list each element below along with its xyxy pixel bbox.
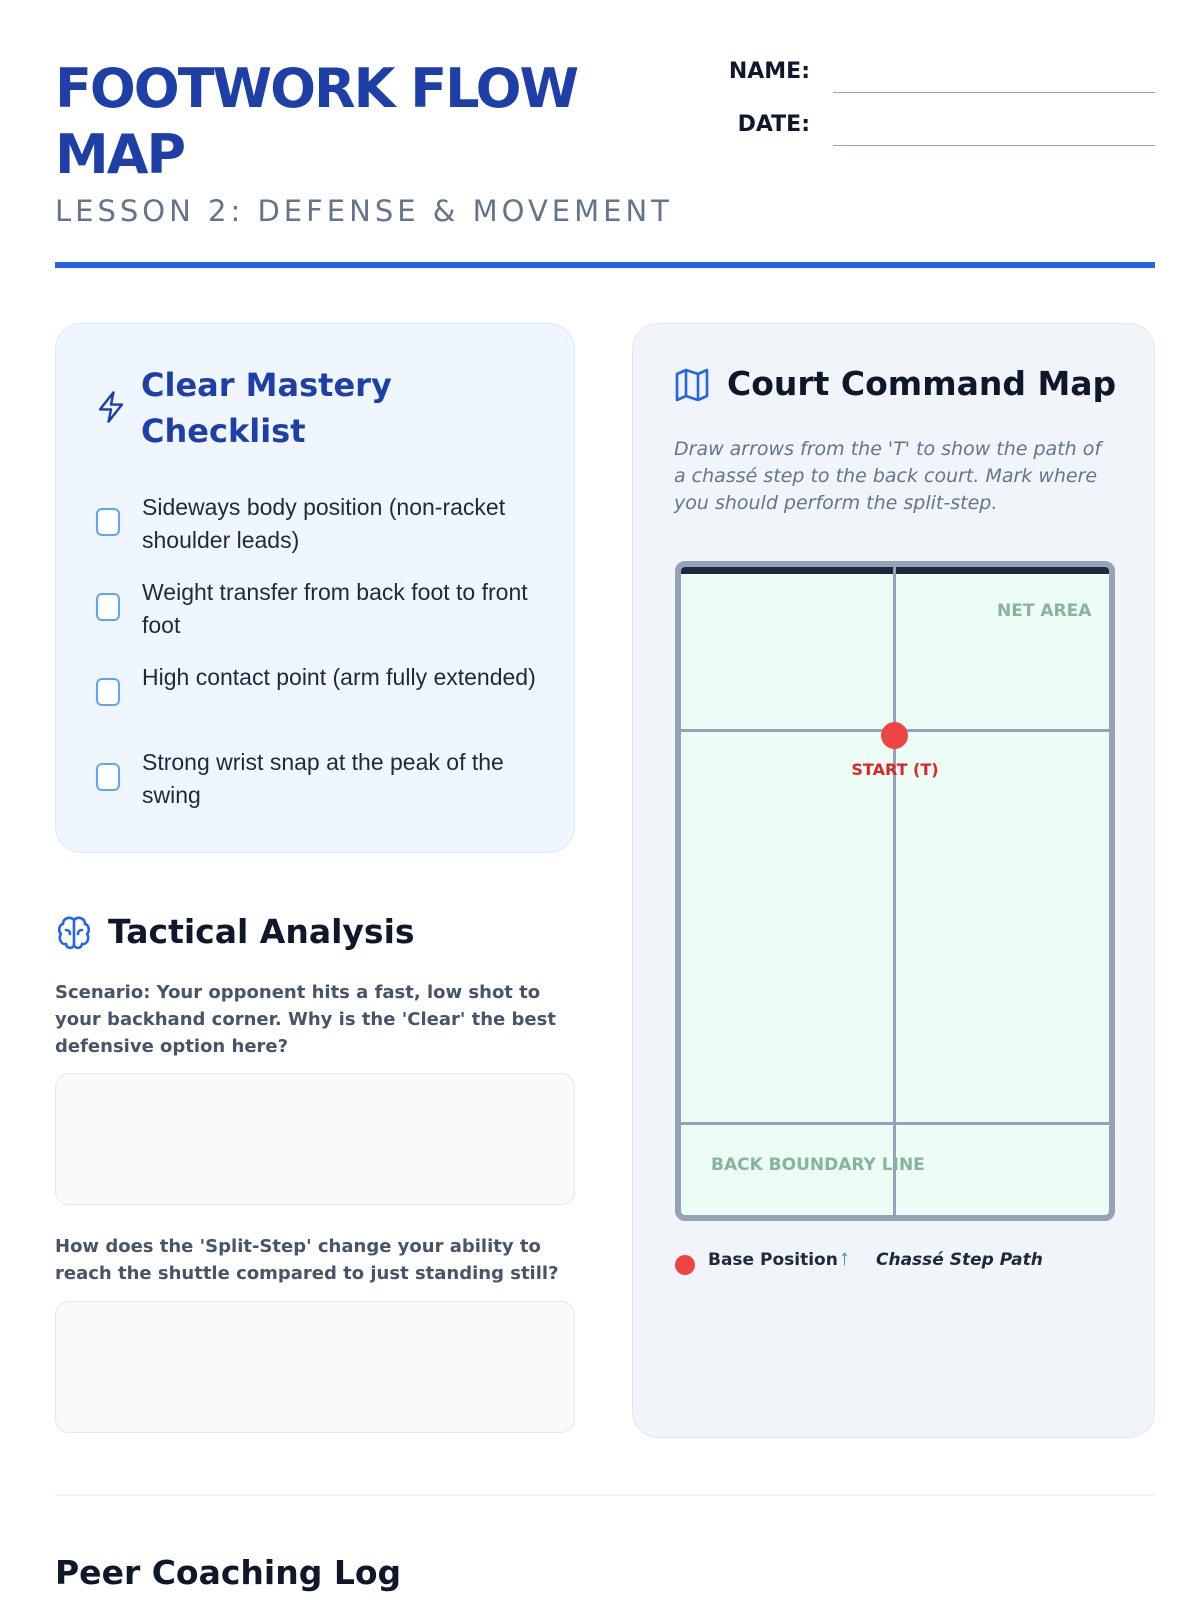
header-divider xyxy=(55,262,1155,268)
arrow-up-icon: ↑ xyxy=(839,1245,850,1270)
peer-log-title: Peer Coaching Log xyxy=(55,1553,402,1592)
question-2: How does the 'Split-Step' change your ability to reach the shuttle compared to just standing still? xyxy=(55,1236,559,1284)
map-icon xyxy=(674,368,710,407)
checklist-item-label: High contact point (arm fully extended) xyxy=(142,664,536,690)
net-area-label: NET AREA xyxy=(997,601,1092,621)
question-1: Scenario: Your opponent hits a fast, low shot to your backhand corner. Why is the 'Clear' the best defensive option here? xyxy=(55,982,556,1057)
checklist-item-label: Strong wrist snap at the peak of the swing xyxy=(142,749,504,808)
section-divider xyxy=(55,1494,1155,1496)
answer-box-1[interactable] xyxy=(55,1073,575,1205)
checklist-item xyxy=(96,661,556,731)
checkbox[interactable] xyxy=(96,593,120,621)
court-diagram[interactable] xyxy=(675,561,1115,1221)
name-label: NAME: xyxy=(728,59,810,84)
checklist-card xyxy=(55,323,575,853)
back-service-line xyxy=(681,1122,1109,1125)
checklist-item xyxy=(96,746,556,816)
lightning-icon xyxy=(96,390,126,429)
checkbox[interactable] xyxy=(96,678,120,706)
checklist-item-label: Weight transfer from back foot to front foot xyxy=(142,579,528,638)
court-map-instructions: Draw arrows from the 'T' to show the path of a chassé step to the back court. Mark where you should perform the split-step. xyxy=(674,438,1102,514)
page-title: FOOTWORK FLOW MAP xyxy=(55,57,578,186)
date-label: DATE: xyxy=(737,112,810,137)
start-marker xyxy=(881,722,908,749)
checkbox[interactable] xyxy=(96,508,120,536)
center-line xyxy=(893,567,896,1215)
lesson-subtitle: LESSON 2: DEFENSE & MOVEMENT xyxy=(55,194,673,228)
start-label: START (T) xyxy=(851,760,939,779)
legend-path-label: Chassé Step Path xyxy=(876,1250,1043,1270)
legend-base-dot xyxy=(675,1255,695,1275)
date-field[interactable] xyxy=(833,145,1155,146)
checklist-title: Clear Mastery Checklist xyxy=(141,366,392,450)
court-map-card xyxy=(632,323,1155,1438)
tactical-title: Tactical Analysis xyxy=(108,912,415,951)
brain-icon xyxy=(55,914,93,957)
answer-box-2[interactable] xyxy=(55,1301,575,1433)
checklist-item xyxy=(96,576,556,646)
back-boundary-label: BACK BOUNDARY LINE xyxy=(711,1155,925,1175)
checklist-item-label: Sideways body position (non-racket shoulder leads) xyxy=(142,494,506,553)
court-map-title: Court Command Map xyxy=(727,364,1117,403)
name-field[interactable] xyxy=(833,92,1155,93)
legend-base-label: Base Position xyxy=(708,1250,838,1270)
checklist-item xyxy=(96,491,556,561)
checkbox[interactable] xyxy=(96,763,120,791)
